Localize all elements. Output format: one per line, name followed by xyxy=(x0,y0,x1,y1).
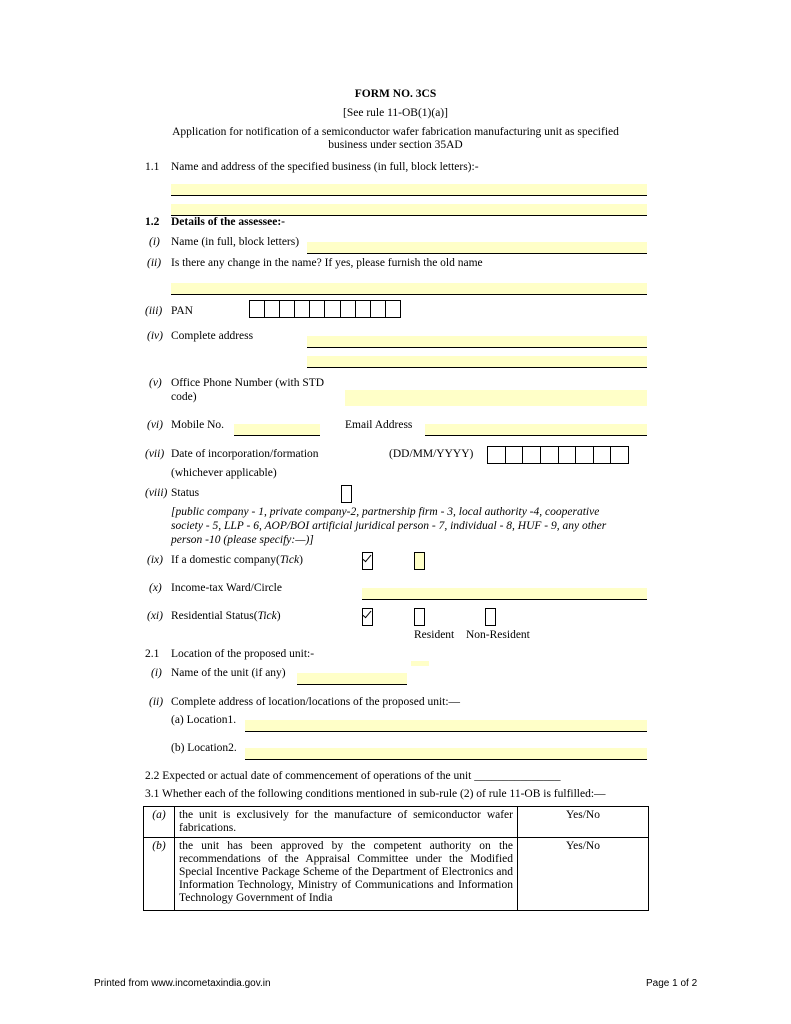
old-name-field[interactable] xyxy=(171,283,647,295)
assessee-name-field[interactable] xyxy=(307,242,647,254)
condition-answer[interactable]: Yes/No xyxy=(518,838,649,911)
section-1-2-number: 1.2 xyxy=(145,216,160,228)
status-note-line3: person -10 (please specify:—)] xyxy=(171,534,314,546)
section-1-1-label: Name and address of the specified business (in full, block letters):- xyxy=(171,161,479,173)
office-phone-field[interactable] xyxy=(345,390,647,406)
address-field-2[interactable] xyxy=(307,356,647,368)
office-phone-label-line2: code) xyxy=(171,391,197,403)
proposed-location-label: Complete address of location/locations of the proposed unit:— xyxy=(171,696,461,708)
item-xi-number: (xi) xyxy=(147,610,163,622)
email-label: Email Address xyxy=(345,419,413,431)
form-title-line2: business under section 35AD xyxy=(328,139,463,151)
item-i-number: (i) xyxy=(149,236,160,248)
footer-page-number: Page 1 of 2 xyxy=(646,978,698,989)
status-note-line2: society - 5, LLP - 6, AOP/BOI artificial juridical person - 7, individual - 8, HUF - 9, any other xyxy=(171,520,607,532)
non-resident-option-label: Non-Resident xyxy=(466,629,530,641)
conditions-table xyxy=(143,806,649,911)
non-resident-checkbox[interactable] xyxy=(485,608,496,626)
date-format-label: (DD/MM/YYYY) xyxy=(389,448,474,460)
old-name-label: Is there any change in the name? If yes, please furnish the old name xyxy=(171,257,483,269)
location2-label: (b) Location2. xyxy=(171,742,237,754)
location1-field[interactable] xyxy=(245,720,647,732)
section-2-1-number: 2.1 xyxy=(145,648,160,660)
item-2-1-ii-number: (ii) xyxy=(149,696,164,708)
location1-label: (a) Location1. xyxy=(171,714,237,726)
section-1-2-label: Details of the assessee:- xyxy=(171,216,286,228)
complete-address-label: Complete address xyxy=(171,330,254,342)
pan-label: PAN xyxy=(171,305,193,317)
table-row xyxy=(144,807,649,838)
incorporation-date-label-line2: (whichever applicable) xyxy=(171,467,277,479)
resident-option-label: Resident xyxy=(414,629,455,641)
condition-id: (a) xyxy=(144,807,175,838)
status-label: Status xyxy=(171,487,200,499)
item-2-1-i-number: (i) xyxy=(151,667,162,679)
condition-answer[interactable]: Yes/No xyxy=(518,807,649,838)
unit-name-label: Name of the unit (if any) xyxy=(171,667,286,679)
item-iii-number: (iii) xyxy=(145,305,163,317)
conditions-question-label: 3.1 Whether each of the following conditions mentioned in sub-rule (2) of rule 11-OB is fulfilled:— xyxy=(145,788,606,800)
unit-name-field[interactable] xyxy=(297,673,407,685)
mobile-field[interactable] xyxy=(234,424,320,436)
residential-status-tick-box[interactable] xyxy=(362,608,373,626)
business-name-field-2[interactable] xyxy=(171,204,647,216)
section-2-1-label: Location of the proposed unit:- xyxy=(171,648,315,660)
item-viii-number: (viii) xyxy=(145,487,168,499)
incorporation-date-label-line1: Date of incorporation/formation xyxy=(171,448,319,460)
resident-checkbox[interactable] xyxy=(414,608,425,626)
item-vi-number: (vi) xyxy=(147,419,163,431)
footer-source: Printed from www.incometaxindia.gov.in xyxy=(94,978,271,989)
rule-reference: [See rule 11-OB(1)(a)] xyxy=(343,107,448,119)
business-name-field-1[interactable] xyxy=(171,184,647,196)
office-phone-label-line1: Office Phone Number (with STD xyxy=(171,377,325,389)
pan-input-boxes[interactable] xyxy=(249,300,401,318)
item-ix-number: (ix) xyxy=(147,554,163,566)
condition-text: the unit is exclusively for the manufacture of semiconductor wafer fabrications. xyxy=(175,807,518,838)
date-input-boxes[interactable] xyxy=(487,446,629,464)
address-field-1[interactable] xyxy=(307,336,647,348)
domestic-company-label: If a domestic company(Tick) xyxy=(171,554,303,566)
mobile-label: Mobile No. xyxy=(171,419,225,431)
item-v-number: (v) xyxy=(149,377,162,389)
status-note-line1: [public company - 1, private company-2, partnership firm - 3, local authority -4, cooperative xyxy=(171,506,600,518)
item-x-number: (x) xyxy=(149,582,162,594)
location-marker xyxy=(411,661,429,666)
table-row xyxy=(144,838,649,911)
item-vii-number: (vii) xyxy=(145,448,165,460)
domestic-company-yes-checkbox[interactable] xyxy=(362,552,373,570)
condition-text: the unit has been approved by the competent authority on the recommendations of the Appraisal Committee under the Modified Special Incentive Package Scheme of the Department of Electronics and Information Technology, Ministry of Communications and Information Technology Government of India xyxy=(175,838,518,911)
ward-circle-field[interactable] xyxy=(362,588,647,600)
ward-circle-label: Income-tax Ward/Circle xyxy=(171,582,282,594)
residential-status-label: Residential Status(Tick) xyxy=(171,610,281,622)
section-1-1-number: 1.1 xyxy=(145,161,160,173)
condition-id: (b) xyxy=(144,838,175,911)
status-code-box[interactable] xyxy=(341,485,352,503)
form-number: FORM NO. 3CS xyxy=(354,88,437,100)
email-field[interactable] xyxy=(425,424,647,436)
domestic-company-no-checkbox[interactable] xyxy=(414,552,425,570)
form-title-line1: Application for notification of a semiconductor wafer fabrication manufacturing unit as specified xyxy=(172,126,619,138)
item-ii-number: (ii) xyxy=(147,257,162,269)
item-iv-number: (iv) xyxy=(147,330,163,342)
assessee-name-label: Name (in full, block letters) xyxy=(171,236,300,248)
location2-field[interactable] xyxy=(245,748,647,760)
commencement-date-label[interactable]: 2.2 Expected or actual date of commencement of operations of the unit _______________ xyxy=(145,770,561,782)
